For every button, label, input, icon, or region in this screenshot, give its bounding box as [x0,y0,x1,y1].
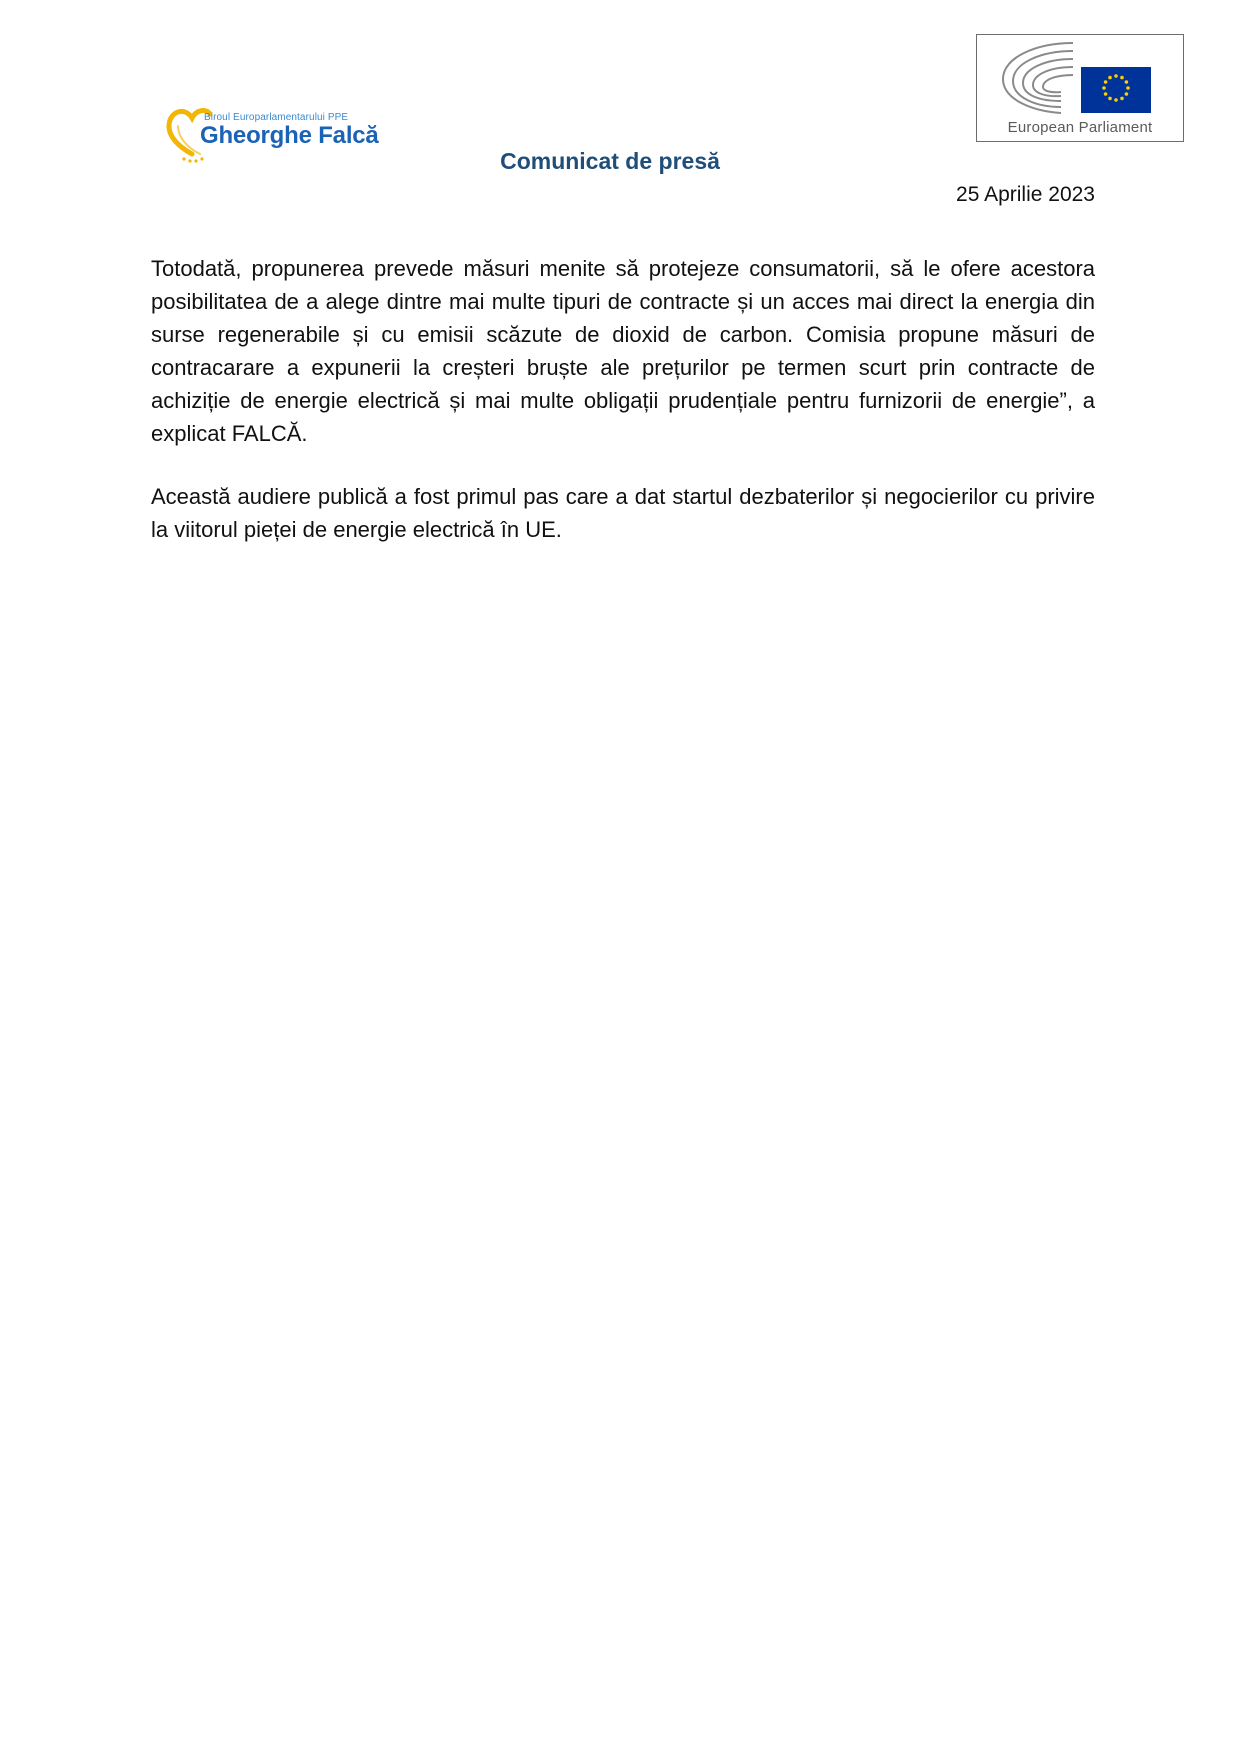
parliament-hemicycle-icon [977,35,1182,119]
page-title: Comunicat de presă [500,148,720,174]
body-paragraph: Totodată, propunerea prevede măsuri menite să protejeze consumatorii, să le ofere acestora posibilitatea de a alege dintre mai multe tipuri de contracte și un acces mai direct la energia din surse regenerabile și cu emisii scăzute de dioxid de carbon. Comisia propune măsuri de contracarare a expunerii la creșteri bruște ale prețurilor pe termen scurt prin contracte de achiziție de energie electrică și mai multe obligații prudențiale pentru furnizorii de energie”, a explicat FALCĂ. [151,256,1095,446]
logo-office-text: Biroul Europarlamentarului PPE [204,112,349,123]
logo-name: Gheorghe Falcă [200,122,379,149]
european-parliament-label: European Parliament [1007,119,1153,136]
european-parliament-logo [976,34,1184,142]
document-body [151,252,1095,576]
body-paragraph: Această audiere publică a fost primul pas care a dat startul dezbaterilor și negocierilor cu privire la viitorul pieței de energie electrică în UE. [151,484,1095,542]
eu-flag-icon [1081,67,1151,113]
document-date: 25 Aprilie 2023 [956,183,1095,206]
